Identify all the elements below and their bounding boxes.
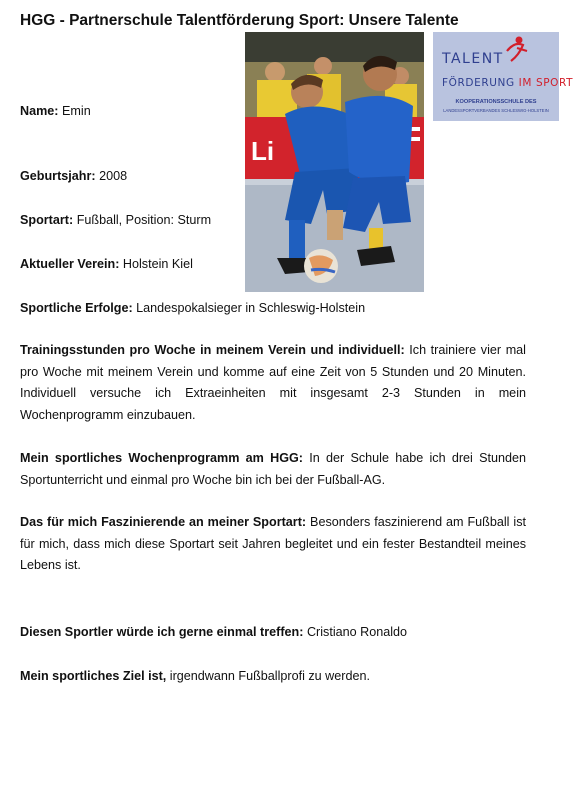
- goal-value: irgendwann Fußballprofi zu werden.: [169, 669, 370, 683]
- club-label: Aktueller Verein:: [20, 257, 120, 271]
- sport-row: [20, 212, 211, 228]
- futsal-action-photo: [245, 32, 424, 292]
- program-label: Mein sportliches Wochenprogramm am HGG:: [20, 451, 303, 465]
- talentfoerderung-logo: [433, 32, 573, 121]
- meet-label: Diesen Sportler würde ich gerne einmal treffen:: [20, 625, 304, 639]
- training-paragraph: [20, 340, 526, 426]
- birth-year-row: [20, 168, 127, 184]
- training-text: Ich trainiere vier mal pro Woche mit meinem Verein und komme auf eine Zeit von 5 Stunden und 20 Minuten. Individuell versuche ich Extraeinheiten mit insgesamt 2-3 Stunden in mein Wochenprogramm einzubauen.: [20, 343, 526, 422]
- logo-foerderung: FÖRDERUNG: [442, 77, 515, 89]
- success-row: [20, 300, 365, 316]
- birth-year-value: 2008: [99, 169, 128, 183]
- fascination-text: Besonders faszinierend am Fußball ist für mich, dass mich diese Sportart seit Jahren begleitet und ein fester Bestandteil meines Lebens ist.: [20, 515, 527, 572]
- logo-landessportverband: LANDESSPORTVERBANDES SCHLESWIG-HOLSTEIN: [443, 108, 549, 113]
- fascination-paragraph: [20, 512, 526, 577]
- success-value: Landespokalsieger in Schleswig-Holstein: [136, 301, 366, 315]
- club-row: [20, 256, 193, 272]
- name-row: [20, 103, 91, 119]
- sport-label: Sportart:: [20, 213, 74, 227]
- logo-line-talent: TALENT: [442, 51, 504, 67]
- banner-text: Li: [251, 136, 275, 166]
- page-title: HGG - Partnerschule Talentförderung Sport: Unsere Talente: [20, 12, 459, 29]
- goal-label: Mein sportliches Ziel ist,: [20, 669, 167, 683]
- birth-year-label: Geburtsjahr:: [20, 169, 96, 183]
- club-value: Holstein Kiel: [122, 257, 193, 271]
- name-value: Emin: [62, 104, 91, 118]
- runner-icon: [503, 35, 531, 63]
- program-text: In der Schule habe ich drei Stunden Sportunterricht und einmal pro Woche bin ich bei der Fußball-AG.: [20, 451, 526, 487]
- sport-value: Fußball, Position: Sturm: [76, 213, 212, 227]
- meet-value: Cristiano Ronaldo: [306, 625, 408, 639]
- goal-row: [20, 668, 370, 684]
- player-photo: [245, 32, 424, 292]
- fascination-label: Das für mich Faszinierende an meiner Sportart:: [20, 515, 307, 529]
- name-label: Name:: [20, 104, 59, 118]
- meet-row: [20, 624, 407, 640]
- success-label: Sportliche Erfolge:: [20, 301, 133, 315]
- logo-im: IM: [518, 77, 533, 89]
- training-label: Trainingsstunden pro Woche in meinem Verein und individuell:: [20, 343, 405, 357]
- logo-sport: SPORT: [535, 77, 573, 89]
- program-paragraph: [20, 448, 526, 491]
- logo-kooperationsschule: KOOPERATIONSSCHULE DES: [455, 99, 537, 105]
- logo-line-foerderung: [442, 77, 573, 89]
